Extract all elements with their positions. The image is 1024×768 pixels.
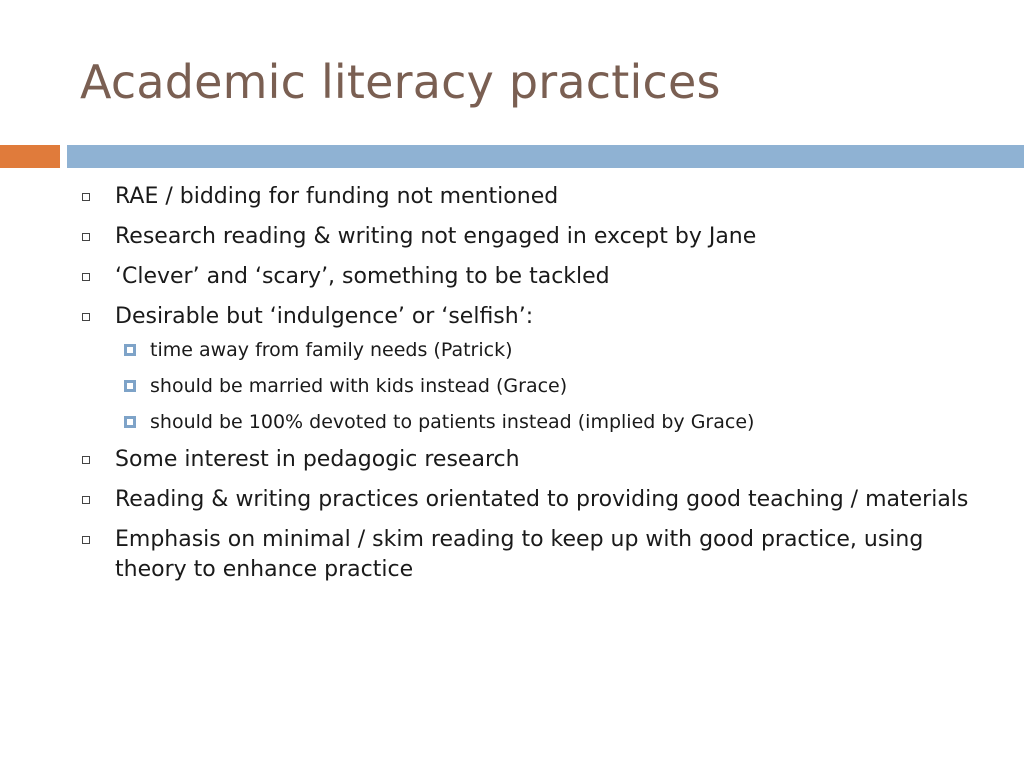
filled-square-bullet-icon: [124, 344, 136, 356]
bullet-item: [80, 222, 980, 252]
sub-bullet-text: should be 100% devoted to patients instead (implied by Grace): [150, 411, 755, 433]
square-bullet-icon: [82, 496, 90, 504]
bullet-text: Desirable but ‘indulgence’ or ‘selfish’:: [115, 304, 534, 329]
sub-bullet-list: [80, 337, 980, 435]
square-bullet-icon: [82, 233, 90, 241]
bullet-list: [80, 182, 980, 595]
accent-bar-blue: [67, 145, 1024, 168]
bullet-item: [80, 182, 980, 212]
bullet-item: [80, 302, 980, 332]
sub-bullet-text: should be married with kids instead (Grace): [150, 375, 568, 397]
square-bullet-icon: [82, 536, 90, 544]
square-bullet-icon: [82, 456, 90, 464]
bullet-item: [80, 485, 980, 515]
filled-square-bullet-icon: [124, 380, 136, 392]
slide-title: Academic literacy practices: [80, 55, 721, 109]
square-bullet-icon: [82, 313, 90, 321]
bullet-text: Emphasis on minimal / skim reading to keep up with good practice, using theory to enhance practice: [115, 527, 924, 582]
bullet-text: ‘Clever’ and ‘scary’, something to be tackled: [115, 264, 610, 289]
sub-bullet-group: [80, 337, 980, 435]
square-bullet-icon: [82, 193, 90, 201]
sub-bullet-item: [80, 373, 980, 399]
bullet-text: RAE / bidding for funding not mentioned: [115, 184, 559, 209]
bullet-text: Research reading & writing not engaged in except by Jane: [115, 224, 757, 249]
sub-bullet-text: time away from family needs (Patrick): [150, 339, 513, 361]
sub-bullet-item: [80, 409, 980, 435]
filled-square-bullet-icon: [124, 416, 136, 428]
bullet-item: [80, 262, 980, 292]
bullet-text: Some interest in pedagogic research: [115, 447, 520, 472]
sub-bullet-item: [80, 337, 980, 363]
bullet-text: Reading & writing practices orientated to providing good teaching / materials: [115, 487, 969, 512]
square-bullet-icon: [82, 273, 90, 281]
bullet-item: [80, 445, 980, 475]
bullet-item: [80, 525, 980, 585]
accent-bar-orange: [0, 145, 60, 168]
